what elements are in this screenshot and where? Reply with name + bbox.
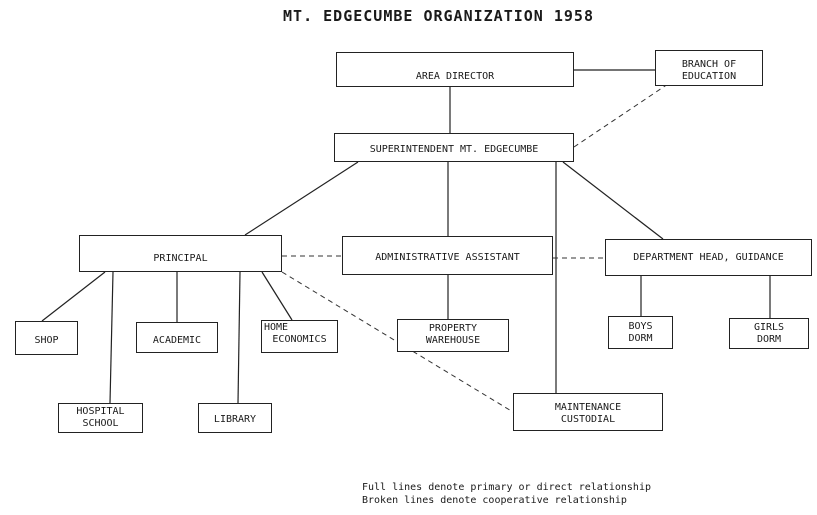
home-economics-label-2: ECONOMICS [272, 334, 327, 345]
shop-label: SHOP [34, 335, 59, 346]
line-principal-to-home-economics [262, 272, 292, 320]
home-economics-box [261, 320, 338, 353]
line-principal-to-library [238, 272, 240, 403]
maintenance-custodial-label-1: MAINTENANCE [554, 402, 622, 413]
branch-of-education-label-1: BRANCH OF [681, 59, 737, 70]
hospital-school-label-1: HOSPITAL [76, 406, 125, 417]
legend-broken-lines: Broken lines denote cooperative relationship [362, 495, 627, 506]
line-principal-to-hospital [110, 272, 113, 403]
library-box [198, 403, 272, 433]
maintenance-custodial-box [513, 393, 663, 431]
property-warehouse-label-1: PROPERTY [428, 323, 478, 334]
academic-box [136, 322, 218, 353]
home-economics-label-1: HOME [264, 322, 289, 333]
shop-box [15, 321, 78, 355]
boys-dorm-label-1: BOYS [628, 321, 653, 332]
principal-label: PRINCIPAL [153, 253, 208, 264]
academic-label: ACADEMIC [152, 335, 202, 346]
area-director-box [336, 52, 574, 87]
boys-dorm-box [608, 316, 673, 349]
administrative-assistant-label: ADMINISTRATIVE ASSISTANT [375, 252, 520, 263]
line-superintendent-to-dept [563, 162, 663, 239]
property-warehouse-box [397, 319, 509, 352]
department-head-label: DEPARTMENT HEAD, GUIDANCE [633, 252, 784, 263]
superintendent-box [334, 133, 574, 162]
branch-of-education-label-2: EDUCATION [681, 71, 737, 82]
administrative-assistant-box [342, 236, 553, 275]
legend-full-lines: Full lines denote primary or direct relationship [362, 482, 651, 493]
branch-of-education-box [655, 50, 763, 86]
boys-dorm-label-2: DORM [628, 333, 653, 344]
diagram-title: MT. EDGECUMBE ORGANIZATION 1958 [283, 7, 594, 25]
girls-dorm-label-2: DORM [756, 334, 782, 345]
line-principal-to-shop [42, 272, 105, 321]
area-director-label: AREA DIRECTOR [415, 71, 495, 82]
girls-dorm-label-1: GIRLS [753, 322, 785, 333]
principal-box [79, 235, 282, 272]
library-label: LIBRARY [213, 414, 257, 425]
superintendent-label: SUPERINTENDENT MT. EDGECUMBE [369, 144, 539, 155]
girls-dorm-box [729, 318, 809, 349]
hospital-school-box [58, 403, 143, 433]
dashed-superintendent-to-branch [574, 84, 668, 147]
property-warehouse-label-2: WAREHOUSE [425, 335, 481, 346]
hospital-school-label-2: SCHOOL [82, 418, 119, 429]
line-superintendent-to-principal [245, 162, 358, 235]
maintenance-custodial-label-2: CUSTODIAL [560, 414, 616, 425]
department-head-box [605, 239, 812, 276]
